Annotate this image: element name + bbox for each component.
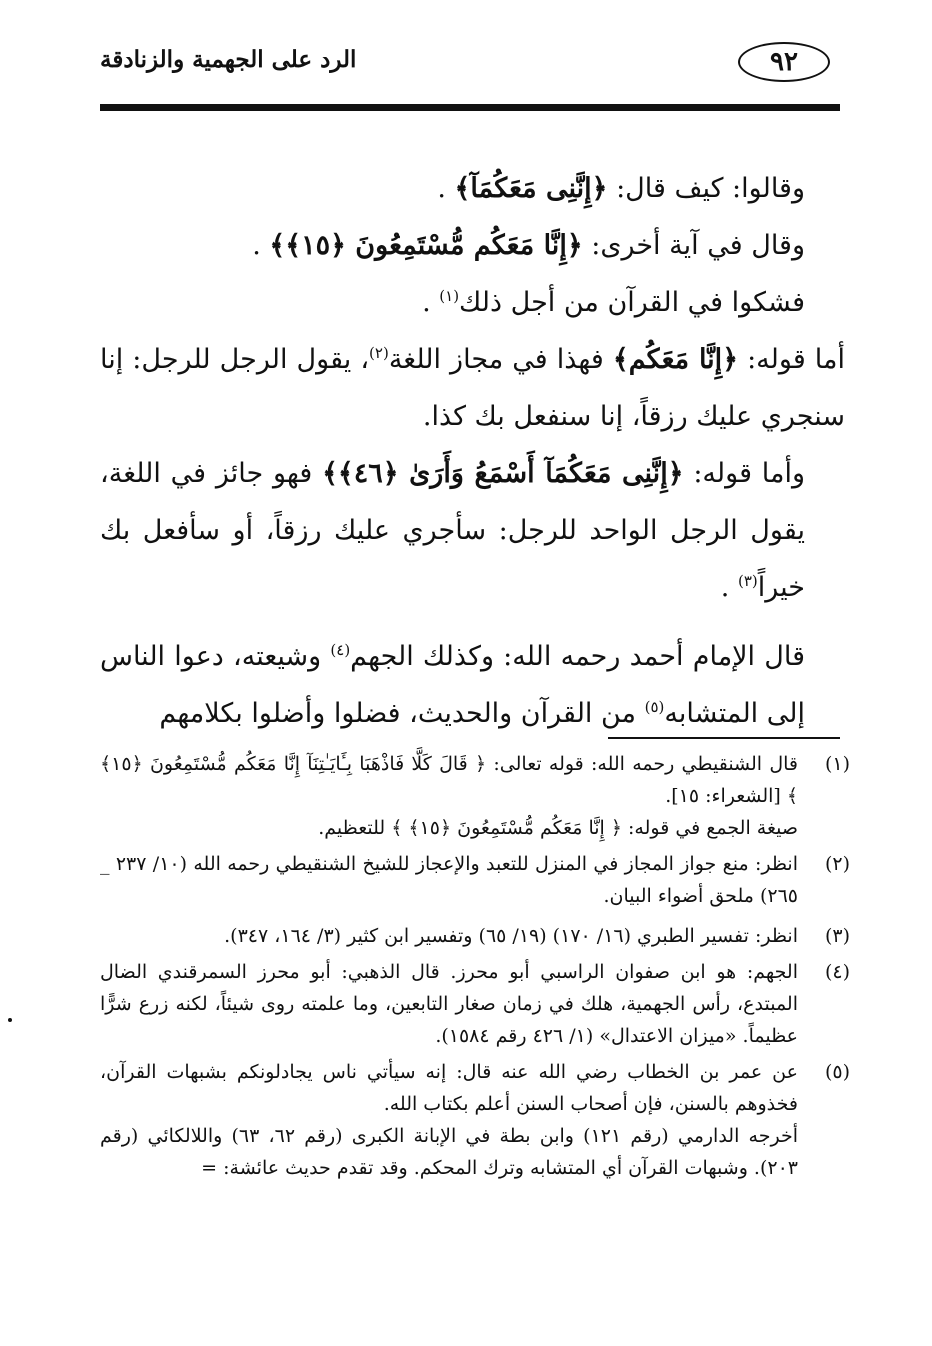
text-run: . <box>252 230 270 261</box>
text-run: فهو جائز في اللغة، يقول الرجل الواحد للرجل: سأجري عليك رزقاً، أو سأفعل بك خيراً <box>100 458 805 603</box>
footnote-separator <box>608 737 840 739</box>
footnote-number: (١) <box>824 753 850 775</box>
paragraph <box>100 274 845 331</box>
footnote-ref[interactable]: (١) <box>439 287 460 305</box>
verse-bracket-close: ﴾ <box>269 230 286 261</box>
footnote-text: صيغة الجمع في قوله: ﴿ إِنَّا مَعَكُم مُّسْتَمِعُونَ ﴿١٥﴾ ﴾ للتعظيم. <box>318 817 798 839</box>
paragraph <box>100 445 845 616</box>
text-run: . <box>720 572 738 603</box>
text-run: وقالوا: كيف قال: <box>607 173 805 204</box>
quran-verse: إِنَّنِى مَعَكُمَآ <box>470 173 592 204</box>
footnote-item <box>100 956 850 1052</box>
page-header <box>100 40 840 100</box>
footnote-number: (٥) <box>824 1061 850 1083</box>
footnote-text: انظر: تفسير الطبري (١٦/ ١٧٠) (١٩/ ٦٥) وتفسير ابن كثير (٣/ ١٦٤، ٣٤٧). <box>224 925 798 947</box>
footnotes <box>100 744 850 1184</box>
footnote-text: عن عمر بن الخطاب رضي الله عنه قال: إنه سيأتي ناس يجادلونكم بشبهات القرآن، فخذوهم بالسنن، فإن أصحاب السنن أعلم بكتاب الله. <box>100 1061 798 1115</box>
footnote-ref[interactable]: (٥) <box>644 698 665 716</box>
footnote-text: الجهم: هو ابن صفوان الراسبي أبو محرز. قال الذهبي: أبو محرز السمرقندي الضال المبتدع، رأس الجهمية، هلك في زمان صغار التابعين، وما علمته روى شيئاً، لكنه زرع شرًّا عظيماً. «ميزان الاعتدال» (١/ ٤٢٦ رقم ١٥٨٤). <box>100 961 798 1047</box>
text-run: فشكوا في القرآن من أجل ذلك <box>459 287 805 318</box>
text-run: قال الإمام أحمد رحمه الله: وكذلك الجهم <box>350 641 805 672</box>
paragraph <box>100 217 845 274</box>
verse-bracket-open: ﴿ <box>722 344 739 375</box>
text-run: أما قوله: <box>738 344 845 375</box>
text-run: وقال في آية أخرى: <box>582 230 805 261</box>
verse-bracket-close: ﴾ <box>454 173 471 204</box>
footnote-number: (٣) <box>824 925 850 947</box>
header-rule <box>100 104 840 111</box>
footnote-ref[interactable]: (٢) <box>369 344 389 362</box>
main-text <box>100 160 845 742</box>
footnote-text: أخرجه الدارمي (رقم ١٢١) وابن بطة في الإبانة الكبرى (رقم ٦٢، ٦٣) واللالكائي (رقم ٢٠٣). وشبهات القرآن أي المتشابه وترك المحكم. وقد تقدم حديث عائشة: = <box>100 1125 798 1179</box>
text-run: فهذا في مجاز اللغة <box>388 344 613 375</box>
footnote-ref[interactable]: (٤) <box>330 641 351 659</box>
text-run: . <box>437 173 455 204</box>
text-run: ، يقول الرجل للرجل: إنا سنجري عليك رزقاً، إنا سنفعل بك كذا. <box>100 344 845 432</box>
scan-speck <box>8 1018 12 1022</box>
paragraph <box>100 160 845 217</box>
paragraph <box>100 331 845 445</box>
quran-verse: إِنَّنِى مَعَكُمَآ أَسْمَعُ وَأَرَىٰ ﴿٤٦﴾ <box>337 458 668 489</box>
verse-bracket-open: ﴿ <box>591 173 608 204</box>
verse-bracket-open: ﴿ <box>667 458 684 489</box>
paragraph <box>100 628 845 742</box>
footnote-text: قال الشنقيطي رحمه الله: قوله تعالى: ﴿ قَالَ كَلَّا فَاذْهَبَا بِـَٔايَـٰتِنَآ إِنَّا مَعَكُم مُّسْتَمِعُونَ ﴿١٥﴾ ﴾ [الشعراء: ١٥]. <box>100 753 798 807</box>
quran-verse: إِنَّا مَعَكُم مُّسْتَمِعُونَ ﴿١٥﴾ <box>285 230 567 261</box>
verse-bracket-close: ﴾ <box>322 458 338 489</box>
footnote-item <box>100 1056 850 1184</box>
running-title: الرد على الجهمية والزنادقة <box>100 46 357 73</box>
footnote-number: (٢) <box>824 853 850 875</box>
footnote-item <box>100 748 850 844</box>
footnote-ref[interactable]: (٣) <box>737 572 758 590</box>
text-run: وشيعته، دعوا الناس إلى المتشابه <box>100 641 805 729</box>
verse-bracket-close: ﴾ <box>612 344 629 375</box>
quran-verse: إِنَّا مَعَكُم <box>628 344 723 375</box>
footnote-item <box>100 920 850 952</box>
footnote-text: انظر: منع جواز المجاز في المنزل للتعبد والإعجاز للشيخ الشنقيطي رحمه الله (١٠/ ٢٣٧ _ ٢٦٥) ملحق أضواء البيان. <box>100 853 798 907</box>
text-run: وأما قوله: <box>683 458 805 489</box>
footnote-item <box>100 848 850 912</box>
text-run: من القرآن والحديث، فضلوا وأضلوا بكلامهم <box>159 698 645 729</box>
verse-bracket-open: ﴿ <box>566 230 583 261</box>
footnote-number: (٤) <box>824 961 850 983</box>
text-run: . <box>422 287 440 318</box>
page-number-badge: ٩٢ <box>738 42 830 82</box>
